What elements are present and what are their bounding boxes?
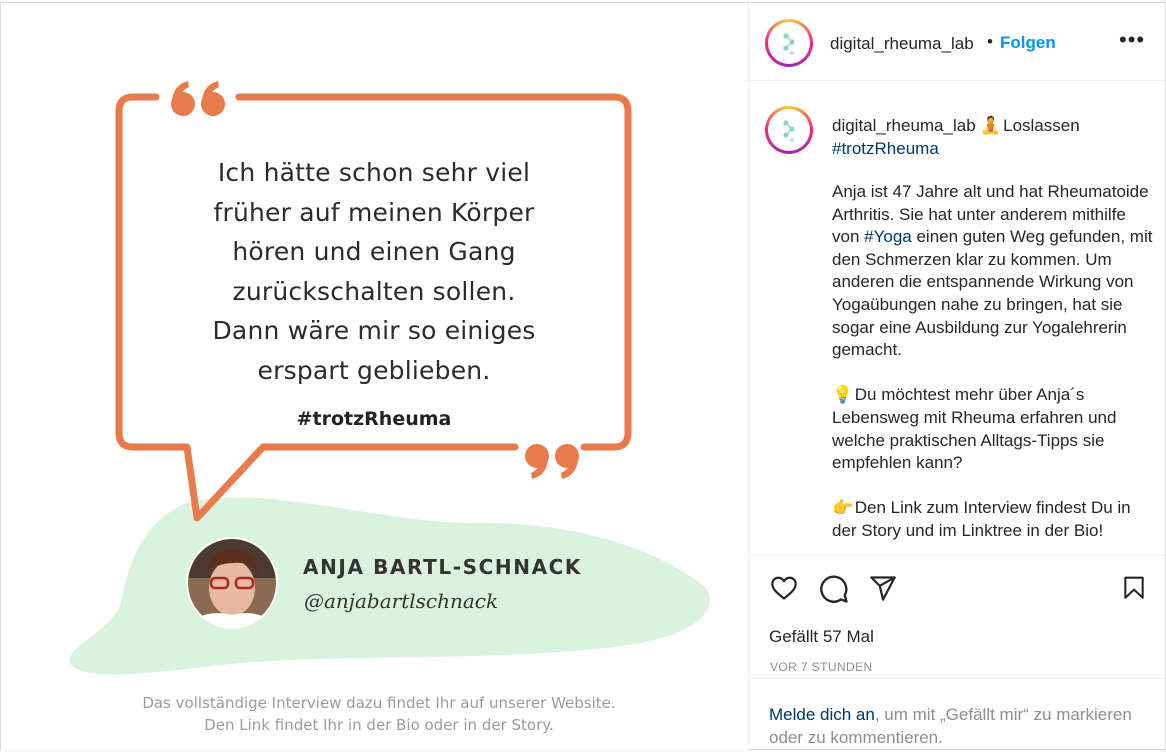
open-quote-icon — [171, 81, 225, 116]
quote-line: früher auf meinen Körper — [213, 197, 535, 227]
caption-text: Du möchtest mehr über Anja´s Lebensweg mit Rheuma erfahren und welche praktischen Alltags-Tipps sie empfehlen kann? — [832, 385, 1117, 473]
quote-line: zurückschalten sollen. — [232, 276, 516, 306]
more-dots-icon[interactable]: ••• — [1119, 27, 1146, 52]
bookmark-icon[interactable] — [1121, 574, 1147, 602]
lab-logo-icon — [774, 28, 804, 58]
person-name: ANJA BARTL-SCHNACK — [303, 555, 583, 579]
pointing-hand-emoji-icon: 👉 — [832, 498, 854, 518]
image-hashtag: #trotzRheuma — [296, 408, 452, 430]
login-text — [769, 703, 1159, 749]
close-quote-icon — [525, 444, 579, 479]
caption-username[interactable]: digital_rheuma_lab — [832, 116, 976, 135]
caption-area[interactable] — [749, 82, 1165, 556]
caption-paragraph — [832, 497, 1154, 542]
login-prompt — [749, 678, 1165, 751]
likes-count[interactable]: Gefällt 57 Mal — [769, 627, 874, 646]
hashtag-link[interactable]: #trotzRheuma — [832, 139, 939, 158]
meditation-emoji-icon: 🧘 — [980, 116, 1002, 135]
quote-line: erspart geblieben. — [257, 355, 491, 385]
quote-line: hören und einen Gang — [232, 237, 516, 266]
paper-plane-icon[interactable] — [869, 574, 897, 602]
caption-text: Den Link zum Interview findest Du in der Story und im Linktree in der Bio! — [832, 498, 1131, 540]
image-footer-line: Den Link findet Ihr in der Bio oder in der Story. — [204, 716, 554, 734]
caption-avatar[interactable] — [765, 106, 813, 154]
header-separator: • — [987, 32, 993, 51]
login-link[interactable]: Melde dich an — [769, 705, 875, 724]
comment-icon[interactable] — [819, 574, 849, 604]
login-rest-text: , um mit „Gefällt mir“ zu markieren oder zu kommentieren. — [769, 705, 1132, 747]
quote-line: Ich hätte schon sehr viel — [217, 158, 531, 187]
lightbulb-emoji-icon: 💡 — [832, 385, 854, 405]
green-blob — [70, 497, 710, 674]
post-image[interactable] — [1, 3, 748, 751]
person-handle: @anjabartlschnack — [304, 589, 499, 613]
hashtag-link[interactable]: #Yoga — [864, 227, 912, 247]
quote-line: Dann wäre mir so einiges — [212, 316, 536, 345]
follow-button[interactable]: Folgen — [1000, 33, 1056, 52]
caption-headline — [832, 114, 1152, 160]
caption-body — [832, 181, 1154, 543]
post-header — [749, 3, 1165, 81]
heart-icon[interactable] — [769, 574, 799, 602]
image-footer-line: Das vollständige Interview dazu findet Ihr auf unserer Website. — [142, 694, 616, 712]
caption-text: Anja ist 47 Jahre alt und hat Rheumatoide Arthritis. Sie hat unter anderem mithilfe von — [832, 182, 1149, 247]
instagram-post-window — [0, 2, 1166, 750]
action-bar — [749, 556, 1165, 676]
post-side-panel — [749, 3, 1165, 751]
post-timestamp[interactable]: VOR 7 STUNDEN — [770, 660, 873, 674]
header-username[interactable]: digital_rheuma_lab — [830, 34, 974, 53]
caption-title: Loslassen — [1003, 116, 1080, 135]
quote-text — [131, 153, 617, 390]
header-avatar[interactable] — [765, 19, 813, 67]
caption-paragraph — [832, 384, 1154, 474]
caption-text: einen guten Weg gefunden, mit den Schmerzen klar zu kommen. Um anderen die entspannende Wirkung von Yogaübungen nahe zu bringen, hat sie sogar eine Ausbildung zur Yogalehrerin gemacht. — [832, 227, 1153, 360]
lab-logo-icon — [774, 115, 804, 145]
caption-paragraph — [832, 181, 1154, 362]
